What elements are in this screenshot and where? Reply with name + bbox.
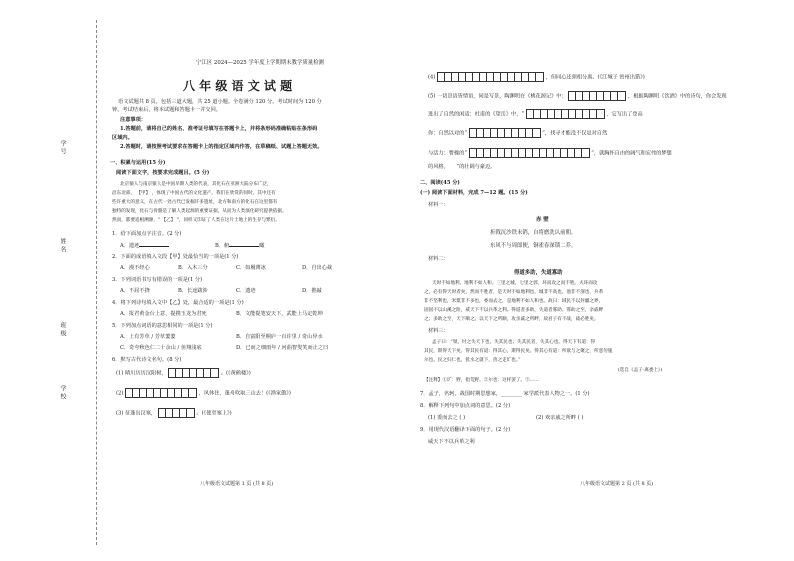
notice-1a: 1.答题前，请将自己的姓名、准考证号填写在答题卡上，并将条形码准确粘贴在条形码 <box>120 126 318 132</box>
q6-5-text-a: (5) 一切景语皆情语，同是写景，陶渊明在《桃花源记》中： <box>428 93 567 100</box>
section-1-sub: 阅读下面文字，按要求完成题目。(5 分) <box>116 170 210 176</box>
q6-5-grid-4[interactable] <box>469 148 590 158</box>
q6-1-suffix: 。(《黄鹤楼》) <box>220 370 251 377</box>
section-1-heading: 一、积累与运用(15 分) <box>110 160 166 166</box>
page-2-footer: 八年级语文试题第 2 页 (共 8 页) <box>580 481 654 487</box>
q6-2-answer-grid[interactable] <box>125 388 197 398</box>
material-3-label: 材料三： <box>428 328 449 334</box>
q6-5-text-h: 与活力：曹操的“ <box>428 150 467 157</box>
poem-line-2: 东风不与周郎便，铜雀春深锁二乔。 <box>490 243 577 249</box>
q4-option-b: B．文能提笔安天下，武能上马定乾坤 <box>236 311 323 317</box>
q6-5-text-i: ”，就胸怀自由的阔气和宏伟的梦想 <box>591 150 672 157</box>
article-line-4: 固国不以山溪之险，威天下不以兵革之利。得道者多助，失道者寡助。寡助之至，亲戚畔 <box>424 308 604 313</box>
section-2-sub: (一) 阅读下面材料，完成 7—12 题。(15 分) <box>420 190 528 196</box>
question-2: 2．下面的成语填入文段【甲】处最恰当的一项是(1 分) <box>112 254 239 260</box>
material-1-label: 材料一： <box>428 202 449 208</box>
article-title: 得道多助，失道寡助 <box>514 270 563 276</box>
q6-5-text-g: ”，找寻才能没不仅是对自然 <box>542 130 608 137</box>
q1-blank-b[interactable] <box>229 241 259 247</box>
q3-option-d: D．推敲 <box>302 288 322 294</box>
q8-part-1[interactable]: (1) 委而去之 ( ) <box>428 415 466 421</box>
q5-option-b: B．自富阳至桐庐一百许里 / 奇山异水 <box>236 334 323 340</box>
q3-option-a: A．不屈不挠 <box>120 288 150 294</box>
q2-option-a: A．漫不经心 <box>120 265 150 271</box>
mencius-line-1: 孟子曰：“桀、纣之失天下也，失其民也；失其民者，失其心也。得天下有道：得 <box>432 340 596 345</box>
q6-4 <box>428 72 645 82</box>
q6-5-text-c: 进出了自然的闲适：杜甫的《望岳》中，“ <box>428 111 525 118</box>
q3-option-c: C．遗迹 <box>236 288 256 294</box>
q1-option-a <box>120 241 169 249</box>
notice-2: 2.答题时，请按照考试要求在答题卡上的指定区域内作答，在草稿纸、试题上答题无效。 <box>120 144 323 150</box>
article-line-1: 天时不如地利，地利不如人和。三里之城，七里之郭，环而攻之而不胜。夫环而攻 <box>432 281 598 286</box>
question-4: 4．将下列诗句填入文中【乙】处，最合适的一项是(1 分) <box>112 300 244 306</box>
q1-option-b <box>215 241 264 249</box>
passage-line-2: 沿东北部， 【甲】 ，体现了中国古代的文化遗产。我们在欣赏的同时，其中还有 <box>112 191 276 196</box>
q6-4-suffix: ，但同心还须相分离。(《江城子 密州出猎》) <box>545 74 645 81</box>
q2-option-d: D．自出心裁 <box>302 265 333 271</box>
passage-line-5: 然而，都要追根溯源，" 【乙】 "，同样又印证了人类在这片土地上的生存与繁衍。 <box>112 218 280 223</box>
q5-option-d: D．已而之细雨年 / 河曲智叟笑而止之曰 <box>236 345 329 351</box>
q1-option-a-text: A．遗迹 <box>120 243 140 249</box>
q6-5-text-j: 的风格。 <box>428 164 449 170</box>
side-label-student-id: 学号 <box>59 140 66 156</box>
q6-4-prefix: (4) <box>428 74 436 81</box>
intro-line-1: 语文试题共 8 页，包括三道大题，共 25 道小题。全卷满分 120 分。考试时间为 120 分 <box>118 99 322 105</box>
q6-2-suffix: ，风休住，蓬舟吹取三山去！(《渔家傲》) <box>198 390 291 397</box>
q2-option-b: B．入木三分 <box>178 265 208 271</box>
binding-line <box>96 20 97 545</box>
question-5: 5．下列加点词语的意思相同的一项是(1 分) <box>112 323 213 329</box>
passage-line-3: 些许重大的意义，在古代一处古代已发掘许多遗址，北方和南方的化石在这里都有 <box>112 200 278 205</box>
question-1: 1．给下面加点字注音。(2 分) <box>112 231 182 237</box>
notice-1b: 区域内。 <box>112 135 133 141</box>
q5-option-c: C．奇夸秋色仁二十余山 / 鱼翔浅底 <box>120 345 202 351</box>
page-1-footer: 八年级语文试题第 1 页 (共 8 页) <box>200 481 274 487</box>
mencius-source: (选自《孟子·离娄上》) <box>618 368 663 373</box>
q6-5-grid-2[interactable] <box>526 109 605 119</box>
article-line-2: 之，必有得天时者矣，然而不胜者，是天时不如地利也。城非不高也，池非不深也，兵革 <box>424 290 604 295</box>
section-2-heading: 二、阅读(45 分) <box>420 180 460 186</box>
q3-option-b: B．长途跋涉 <box>178 288 208 294</box>
q6-5-line-3 <box>428 128 607 138</box>
q6-4-answer-grid[interactable] <box>437 72 544 82</box>
poem-title: 赤 壁 <box>536 217 549 223</box>
q6-5-text-b: ，根据陶渊明《饮酒》中的诗句，你会发现 <box>628 93 727 100</box>
q6-5-text-e: 你：自然以对的“ <box>428 130 467 137</box>
q6-5-line-4 <box>428 148 672 158</box>
q1-option-b-char: 瞰 <box>259 243 265 249</box>
q6-1-answer-grid[interactable] <box>168 368 219 378</box>
q1-blank-a[interactable] <box>139 241 169 247</box>
q6-5-grid-1[interactable] <box>568 91 626 101</box>
question-3: 3．下列词语书写有错误的一项是(1 分) <box>112 277 203 283</box>
q2-option-c: C．如履薄冰 <box>236 265 266 271</box>
question-9: 9．用现代汉语翻译下面的句子。(2 分) <box>420 427 511 433</box>
q1-option-b-text: B．俯 <box>215 243 230 249</box>
q6-5-line-1 <box>428 91 727 101</box>
passage-line-1: 北京猿人与南京猿人是中国早期人类的代表，其化石在亚洲大陆分布广泛， <box>120 182 272 187</box>
side-label-class: 班级 <box>59 322 66 338</box>
q8-part-2[interactable]: (2) 欢亲戚之所畔 ( ) <box>536 415 584 421</box>
question-8: 8．解释下列句中加点词的意思。(2 分) <box>420 403 511 409</box>
intro-line-2: 钟。考试结束后，将本试题和答题卡一并交回。 <box>112 107 221 113</box>
exam-header: 宁江区 2024—2025 学年度上学期期末教学质量检测 <box>196 60 324 66</box>
q6-1-prefix: (1) 晴川历历汉阳树， <box>116 370 167 377</box>
article-line-3: 非不坚利也，米粟非不多也，委而去之，是地利不如人和也。故曰：域民不以封疆之界， <box>424 299 604 304</box>
page-title: 八 年 级 语 文 试 题 <box>183 79 293 93</box>
mencius-line-3: 尔也。民之归仁也，犹水之就下，兽之走圹也。” <box>424 358 521 363</box>
article-line-5: 之；多助之至，天下顺之。以天下之所顺，攻亲戚之所畔，故君子有不战，战必胜矣。 <box>424 317 599 322</box>
q6-3 <box>116 408 232 418</box>
poem-line-1: 折戟沉沙铁未销，自将磨洗认前朝。 <box>490 230 577 236</box>
q6-5-line-2 <box>428 109 643 119</box>
q9-sentence: 威天下不以兵革之利 <box>428 439 475 445</box>
q6-5-line-5 <box>428 163 495 170</box>
q6-2-prefix: (2) <box>116 390 124 397</box>
side-label-school: 学校 <box>59 385 66 401</box>
annotation-note: 【注释】①圹：野，指荒野。②尔也：这样罢了。③…… <box>424 378 539 383</box>
q6-3-prefix: (3) 征蓬出汉塞， <box>116 410 157 417</box>
q6-5-text-f: ”的壮阔与豪迈。 <box>456 164 496 170</box>
material-2-label: 材料二： <box>428 256 449 262</box>
passage-line-4: 独特的发现，化石与骨骼是了解人类起源的重要证据，从而为人类演化研究提供依据。 <box>112 209 287 214</box>
q6-3-suffix: 。(《使至塞上》) <box>196 410 232 417</box>
q6-2 <box>116 388 291 398</box>
notice-head: 注意事项： <box>120 117 146 123</box>
q5-option-a: A．上有芳草 / 芳草萋萋 <box>120 334 176 340</box>
mencius-line-2: 其民，斯得天下矣。得其民有道：得其心，斯得民矣。得其心有道：所欲与之聚之，所恶勿施 <box>424 349 613 354</box>
q6-1 <box>116 368 251 378</box>
question-6: 6．默写古代诗文名句。(8 分) <box>112 357 182 363</box>
q6-5-text-d: ，它写出了登高 <box>606 111 643 118</box>
q4-option-a: A．报君黄金台上意，提携玉龙为君死 <box>120 311 207 317</box>
q6-3-answer-grid[interactable] <box>158 408 195 418</box>
question-7: 7．孟子，名轲，战国时期思想家，________ 家学派代表人物之一。(1 分) <box>420 391 590 397</box>
side-label-name: 姓名 <box>59 238 66 254</box>
q6-5-grid-3[interactable] <box>469 128 541 138</box>
